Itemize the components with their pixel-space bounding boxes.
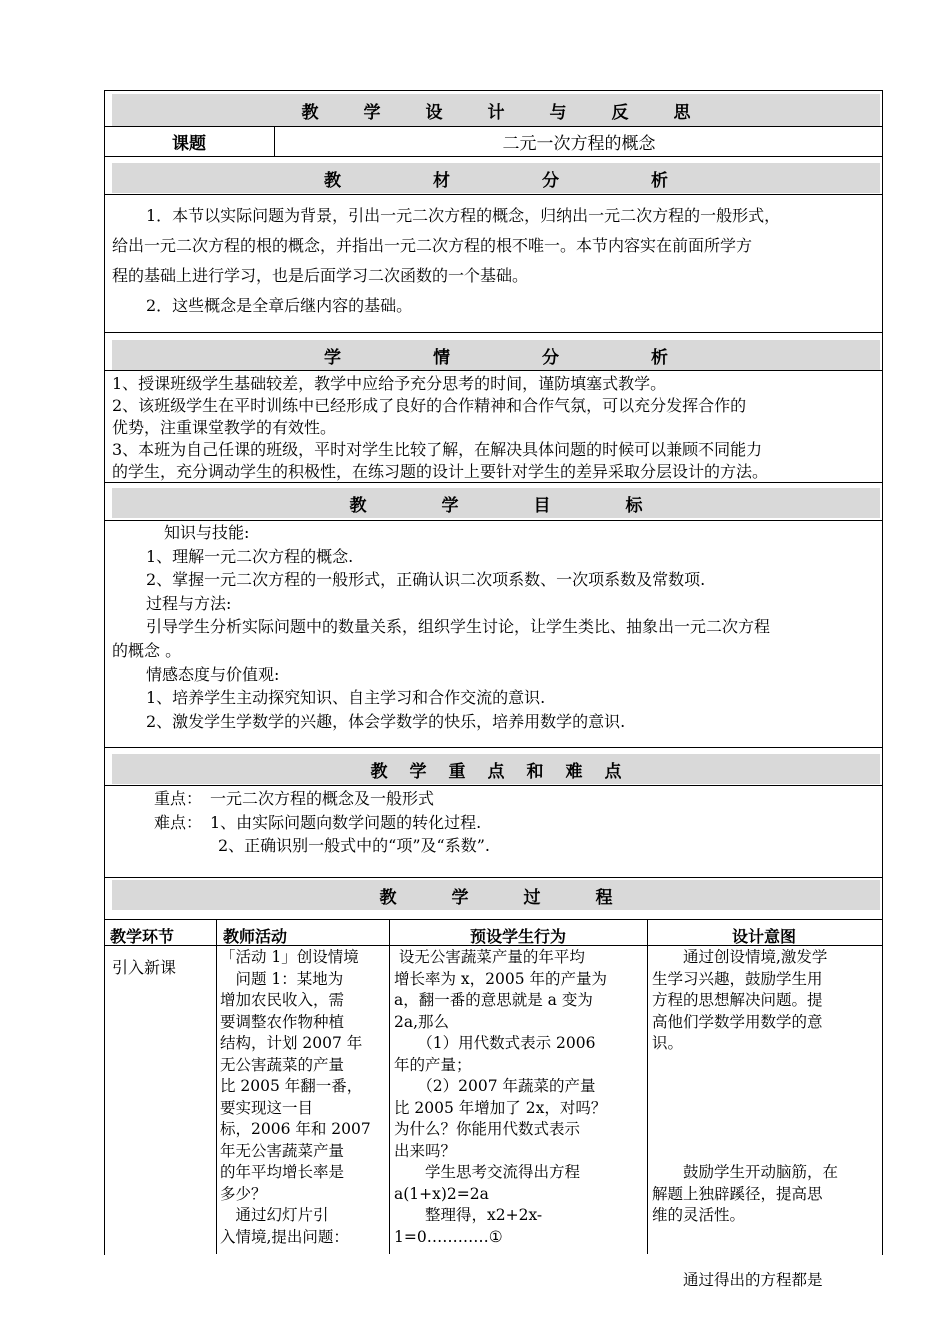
goals-line: 的概念 。 [112, 640, 182, 660]
keypoints-title-char: 点 [604, 761, 622, 782]
design-intent-line: 方程的思想解决问题。提 [652, 991, 823, 1009]
student-behavior-line: （1）用代数式表示 2006 [394, 1034, 596, 1052]
page-title [302, 98, 691, 123]
student-behavior-line: a，翻一番的意思就是 a 变为 [394, 991, 593, 1009]
divider [104, 785, 883, 786]
students-content [112, 373, 882, 483]
page-title-char: 思 [673, 102, 691, 123]
students-line: 2、该班级学生在平时训练中已经形成了良好的合作精神和合作气氛，可以充分发挥合作的 [112, 396, 747, 415]
goals-title [350, 491, 643, 516]
keypoints-title-char: 和 [526, 761, 544, 782]
divider [104, 877, 883, 878]
teacher-activity-line: 的年平均增长率是 [220, 1163, 345, 1181]
students-title-char: 学 [324, 347, 341, 368]
students-title-char: 析 [651, 347, 668, 368]
teacher-activity-line: 入情境,提出问题： [220, 1227, 349, 1246]
design-intent-line: 识。 [652, 1034, 684, 1052]
page-title-char: 学 [363, 102, 381, 123]
teacher-activity-line: 增加农民收入，需 [220, 991, 345, 1009]
student-behavior-line: 为什么？你能用代数式表示 [394, 1120, 581, 1138]
students-line: 的学生，充分调动学生的积极性，在练习题的设计上要针对学生的差异采取分层设计的方法。 [112, 462, 769, 481]
material-line: 1．本节以实际问题为背景，引出一元二次方程的概念，归纳出一元二次方程的一般形式， [146, 206, 781, 225]
divider [104, 747, 883, 748]
student-behavior-line: （2）2007 年蔬菜的产量 [394, 1077, 596, 1095]
material-title [324, 166, 668, 191]
page-title-char: 教 [301, 102, 319, 123]
students-title [324, 343, 668, 368]
student-behavior-cell [394, 947, 644, 1248]
goals-title-char: 教 [349, 495, 367, 516]
divider [104, 332, 883, 333]
topic-value: 二元一次方程的概念 [502, 133, 656, 154]
students-line: 优势，注重课堂教学的有效性。 [112, 418, 337, 437]
keypoints-title-char: 点 [487, 761, 505, 782]
goals-line: 过程与方法: [146, 593, 232, 613]
teacher-activity-line: 多少？ [220, 1184, 267, 1203]
goals-line: 知识与技能: [164, 523, 250, 542]
teacher-activity-line: 比 2005 年翻一番， [220, 1077, 363, 1095]
teacher-activity-line: 结构，计划 2007 年 [220, 1034, 363, 1052]
divider [104, 370, 883, 371]
design-intent-line: 生学习兴趣，鼓励学生用 [652, 969, 823, 988]
divider [104, 482, 883, 483]
goals-title-char: 标 [625, 495, 643, 516]
process-title-char: 过 [523, 887, 541, 908]
column-header-stage: 教学环节 [110, 927, 175, 946]
student-behavior-line: 2a,那么 [394, 1012, 450, 1031]
column-divider [647, 919, 648, 1254]
goals-line: 情感态度与价值观: [146, 664, 280, 684]
stage-cell: 引入新课 [112, 958, 177, 977]
design-intent-line: 通过得出的方程都是 [652, 1270, 823, 1289]
design-intent-line [652, 1119, 878, 1141]
student-behavior-line: 比 2005 年增加了 2x，对吗？ [394, 1098, 607, 1117]
material-title-char: 材 [433, 170, 450, 191]
column-header-teacher: 教师活动 [223, 927, 288, 946]
material-band [112, 163, 880, 193]
design-intent-line [652, 1055, 878, 1077]
students-line: 3、本班为自己任课的班级，平时对学生比较了解，在解决具体问题的时候可以兼顾不同能力 [112, 440, 763, 459]
student-behavior-line: 增长率为 x，2005 年的产量为 [394, 969, 608, 988]
lesson-plan-table [104, 90, 883, 1289]
goals-line: 1、理解一元二次方程的概念. [146, 546, 354, 566]
teacher-activity-line: 年无公害蔬菜产量 [220, 1141, 345, 1160]
students-title-char: 分 [542, 347, 559, 368]
goals-content [112, 521, 882, 733]
students-band [112, 340, 880, 370]
goals-band [112, 488, 880, 518]
material-title-char: 教 [324, 170, 341, 191]
student-behavior-line: a(1+x)2=2a [394, 1184, 489, 1203]
page-title-char: 与 [549, 102, 567, 123]
process-title-char: 教 [379, 887, 397, 908]
column-header-student: 预设学生行为 [469, 927, 566, 946]
student-behavior-line: 学生思考交流得出方程 [394, 1163, 581, 1181]
goals-line: 1、培养学生主动探究知识、自主学习和合作交流的意识. [146, 688, 546, 708]
design-intent-line [652, 1248, 878, 1270]
student-behavior-line: 出来吗？ [394, 1141, 457, 1160]
keypoints-line: 重点： 一元二次方程的概念及一般形式 [154, 789, 435, 808]
process-title-char: 学 [451, 887, 469, 908]
page-title-char: 设 [425, 102, 443, 123]
teacher-activity-line: 通过幻灯片引 [220, 1206, 329, 1224]
teacher-activity-line: 要调整农作物种植 [220, 1012, 345, 1031]
divider [104, 919, 883, 920]
design-intent-line [652, 1141, 878, 1163]
design-intent-line: 维的灵活性。 [652, 1206, 746, 1224]
divider [104, 156, 883, 157]
design-intent-line [652, 1076, 878, 1098]
design-intent-line: 鼓励学生开动脑筋，在 [652, 1163, 839, 1181]
design-intent-line: 通过创设情境,激发学 [652, 948, 828, 966]
goals-line: 2、激发学生学数学的兴趣，体会学数学的快乐，培养用数学的意识. [146, 711, 626, 731]
teacher-activity-cell [220, 947, 386, 1248]
material-line: 2．这些概念是全章后继内容的基础。 [146, 296, 413, 315]
student-behavior-line: 年的产量； [394, 1055, 472, 1074]
keypoints-band [112, 754, 880, 784]
goals-title-char: 学 [441, 495, 459, 516]
students-title-char: 情 [433, 347, 450, 368]
design-intent-cell [652, 947, 878, 1291]
keypoints-line: 难点： 1、由实际问题向数学问题的转化过程. [154, 812, 482, 832]
page-title-char: 反 [611, 102, 629, 123]
keypoints-line: 2、正确识别一般式中的“项”及“系数”. [154, 836, 490, 855]
material-title-char: 分 [542, 170, 559, 191]
column-divider [389, 919, 390, 1254]
goals-line: 引导学生分析实际问题中的数量关系，组织学生讨论，让学生类比、抽象出一元二次方程 [146, 617, 771, 637]
design-intent-line: 高他们学数学用数学的意 [652, 1012, 823, 1031]
material-content [112, 201, 880, 321]
teacher-activity-line: 「活动 1」创设情境 [220, 948, 359, 966]
students-line: 1、授课班级学生基础较差，教学中应给予充分思考的时间，谨防填塞式教学。 [112, 374, 667, 393]
design-intent-line [652, 1227, 878, 1249]
divider [104, 194, 883, 195]
design-intent-line [652, 1098, 878, 1120]
keypoints-content [112, 787, 882, 858]
topic-label: 课题 [172, 133, 206, 154]
teacher-activity-line: 无公害蔬菜的产量 [220, 1055, 345, 1074]
material-line: 程的基础上进行学习，也是后面学习二次函数的一个基础。 [112, 266, 529, 285]
keypoints-title-char: 难 [565, 761, 583, 782]
page-title-char: 计 [487, 102, 505, 123]
process-title [380, 883, 613, 908]
column-header-intent: 设计意图 [731, 927, 796, 946]
material-line: 给出一元二次方程的根的概念，并指出一元二次方程的根不唯一。本节内容实在前面所学方 [112, 236, 753, 255]
student-behavior-line: 整理得，x2+2x- [394, 1206, 543, 1224]
material-title-char: 析 [651, 170, 668, 191]
keypoints-title [371, 757, 622, 782]
keypoints-title-char: 教 [370, 761, 388, 782]
process-title-char: 程 [595, 887, 613, 908]
column-divider [216, 919, 217, 1254]
divider [104, 945, 883, 946]
keypoints-title-char: 学 [409, 761, 427, 782]
design-intent-line: 解题上独辟蹊径，提高思 [652, 1184, 823, 1203]
teacher-activity-line: 要实现这一目 [220, 1098, 314, 1117]
keypoints-title-char: 重 [448, 761, 466, 782]
goals-line: 2、掌握一元二次方程的一般形式，正确认识二次项系数、一次项系数及常数项. [146, 570, 706, 590]
header-band [112, 94, 880, 126]
goals-title-char: 目 [533, 495, 551, 516]
student-behavior-line: 1=0…………① [394, 1227, 503, 1246]
teacher-activity-line: 问题 1：某地为 [220, 969, 344, 988]
process-band [112, 880, 880, 910]
teacher-activity-line: 标，2006 年和 2007 [220, 1120, 371, 1138]
student-behavior-line: 设无公害蔬菜产量的年平均 [394, 948, 585, 966]
